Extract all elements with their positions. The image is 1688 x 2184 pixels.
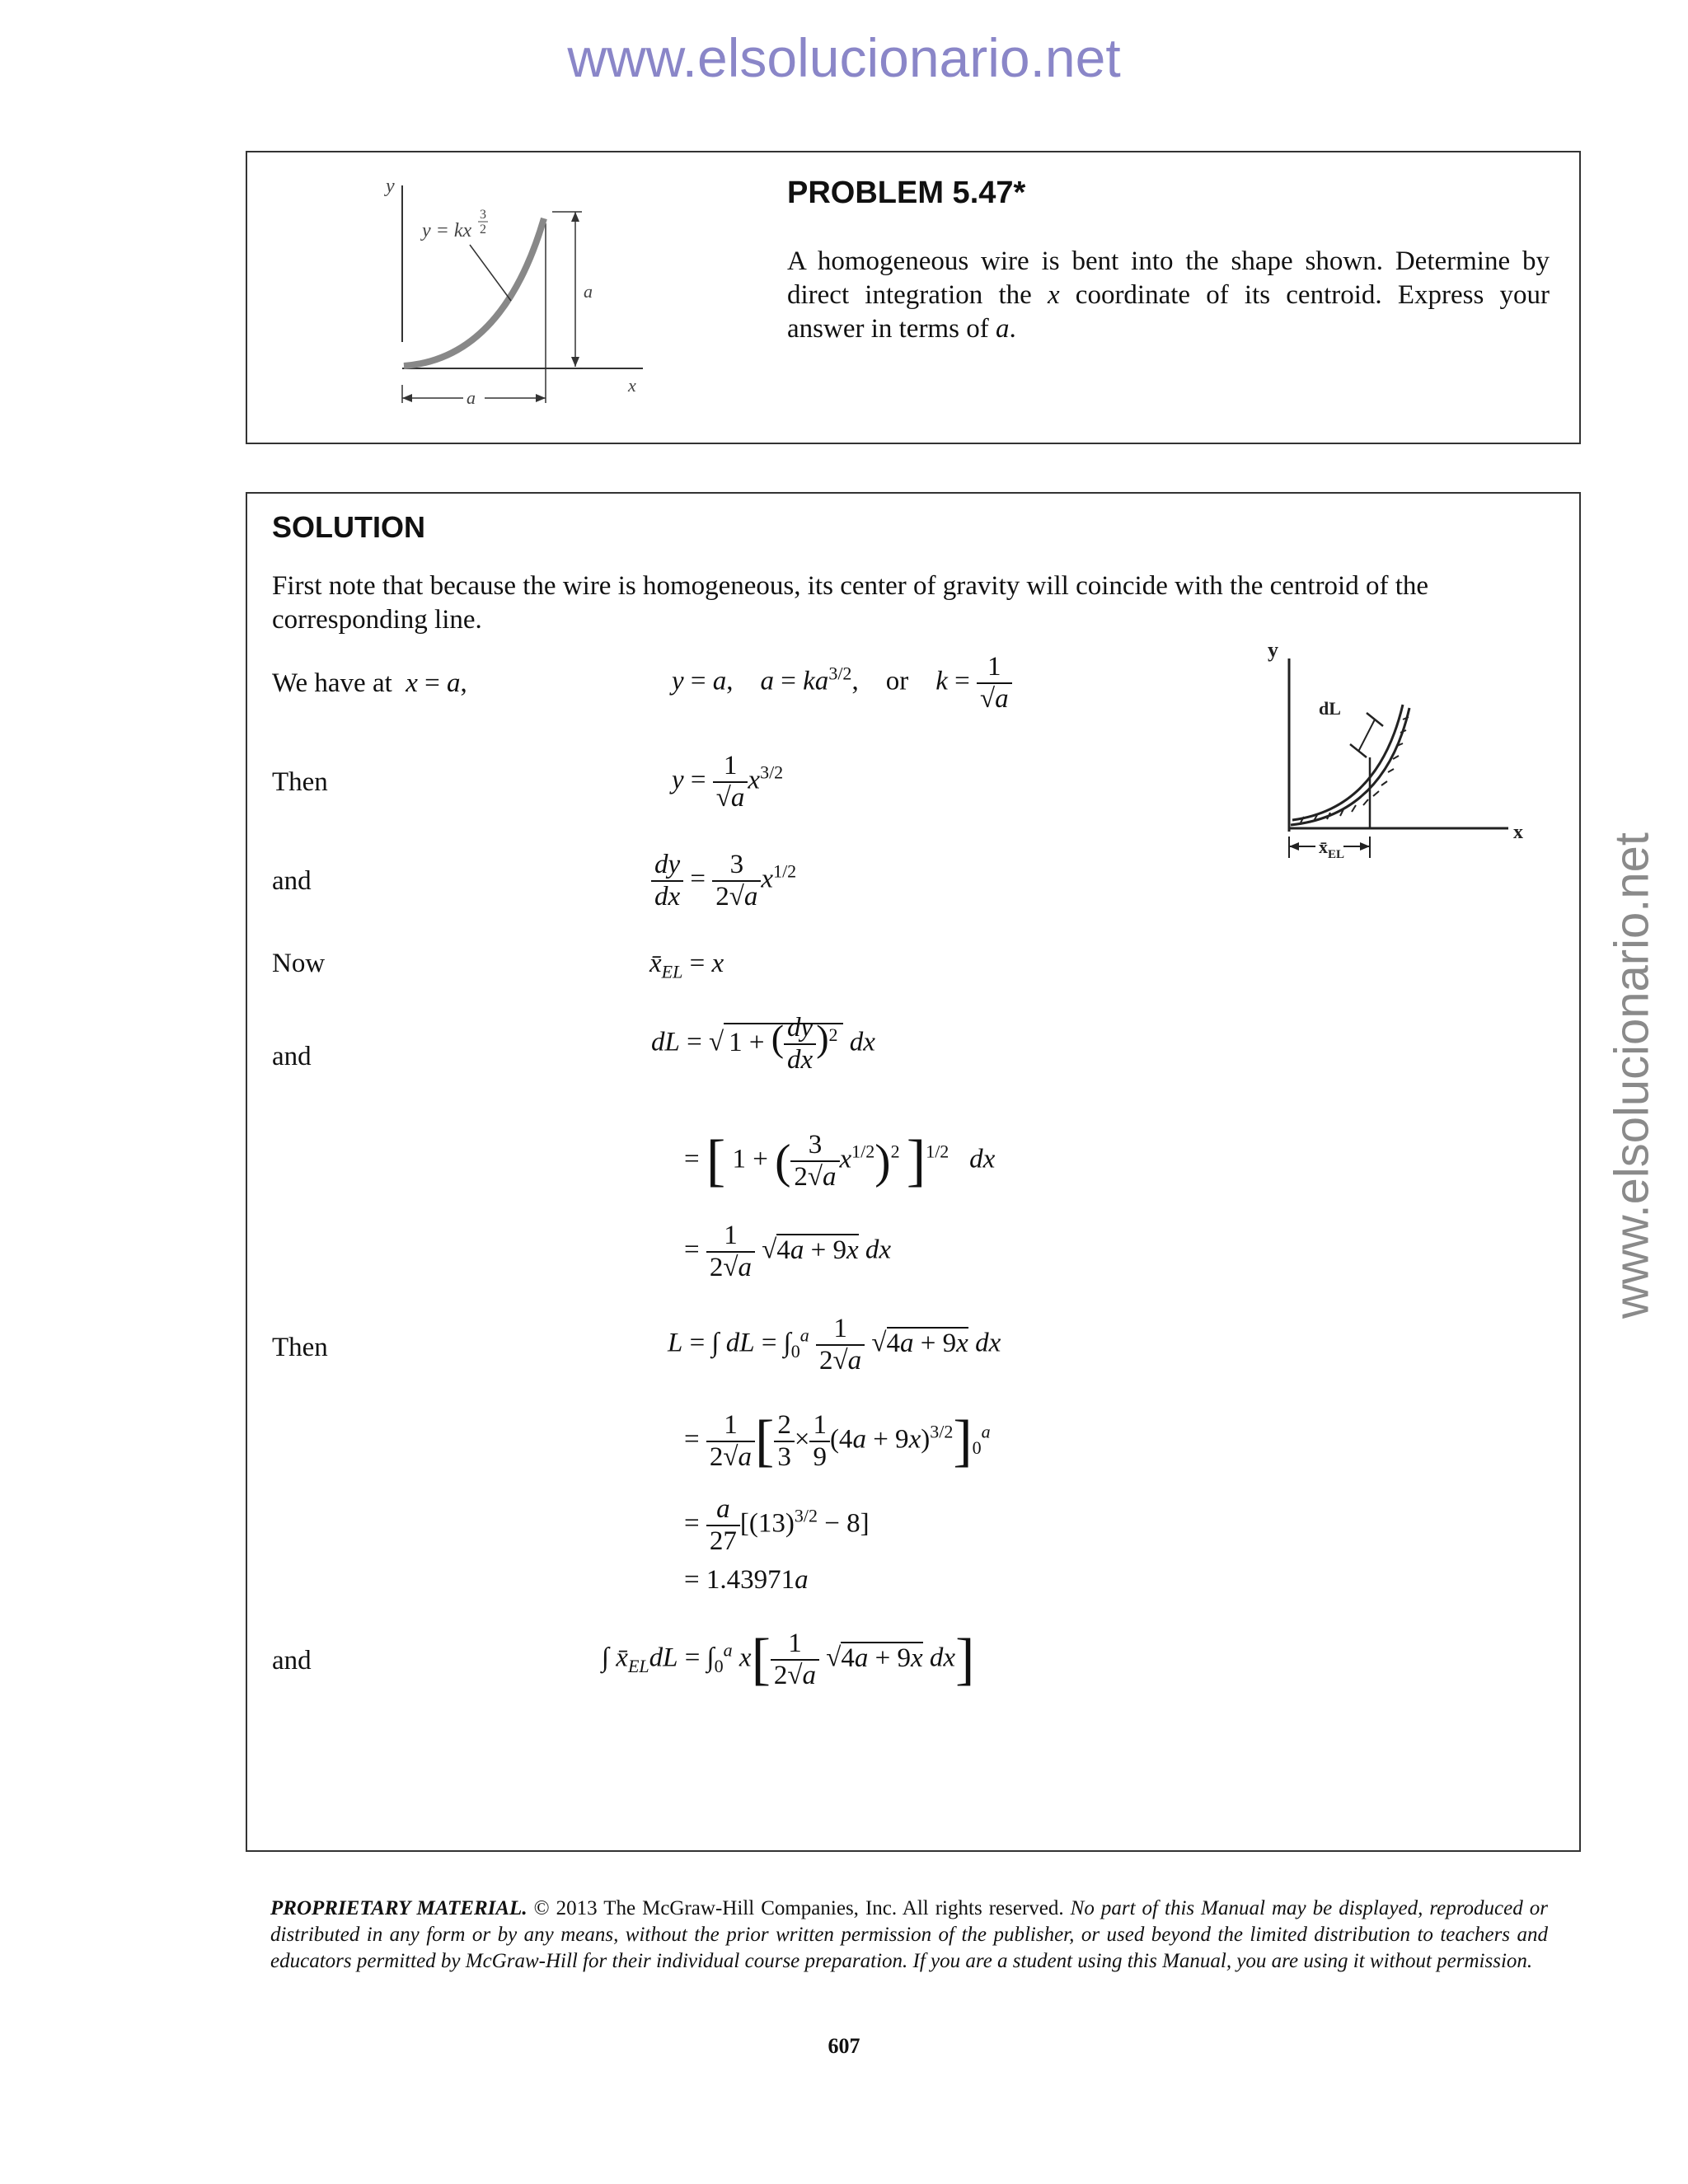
solution-figure — [1261, 634, 1541, 873]
solution-figure-y-label: y — [1268, 638, 1278, 662]
solution-intro: First note that because the wire is homogeneous, its center of gravity will coincide with the centroid of the corresponding line. — [272, 571, 1429, 635]
eq-length-3: = $\frac{a}{27}$ $[(13)^{3/2} - 8]$ — [684, 1494, 870, 1556]
label-then-1: Then — [272, 767, 328, 797]
watermark-side: www.elsolucionario.net — [1605, 832, 1659, 1319]
label-now: Now — [272, 949, 326, 978]
page-number: 607 — [828, 2034, 860, 2058]
problem-figure-height-label: a — [584, 281, 593, 302]
eq-dl: dL = √ 1 + ( $\frac{dy}{dx}$ )$^2$ dx — [651, 1013, 875, 1075]
svg-text:3: 3 — [480, 208, 486, 222]
eq-dl-2: = [ 1 + ( $\frac{3}{2√a}$ $x^{1/2})^2$ ]$^{1/2}$ dx — [684, 1129, 996, 1193]
problem-title: PROBLEM 5.47* — [787, 176, 1026, 210]
footer-notice-text: No part of this Manual may be displayed, reproduced or distributed in any form or by any means, without the prior written permission of the publisher, or used beyond the limited distribution to teachers and educators permitted by McGraw-Hill for their individual course preparation. If you are a student using this Manual, you are using it without permission. — [270, 1897, 1548, 1972]
eq-y: y = $\frac{1}{√a}$ $x^{3/2}$ — [672, 751, 784, 813]
label-and-1: and — [272, 866, 312, 896]
eq-dydx: $\frac{dy}{dx}$ = $\frac{3}{2√a}$ $x^{1/2}$ — [651, 850, 796, 912]
solution-box — [246, 492, 1581, 1852]
eq-length-result: = 1.43971a — [684, 1565, 809, 1595]
eq-dl-3: = $\frac{1}{2√a}$ √4a + 9x dx — [684, 1221, 892, 1282]
footer-lead: PROPRIETARY MATERIAL. — [270, 1897, 528, 1919]
footer-copyright: © 2013 The McGraw-Hill Companies, Inc. All rights reserved. — [533, 1897, 1064, 1919]
problem-figure-width-label: a — [467, 387, 476, 408]
eq-xel: $x̄_{EL} = x$ — [649, 949, 724, 982]
solution-figure-x-label: x — [1513, 822, 1523, 843]
problem-figure-curve-label: y = kx — [422, 220, 472, 241]
label-then-2: Then — [272, 1333, 328, 1362]
label-we-have: We have at x = a, — [272, 668, 467, 698]
problem-figure — [363, 169, 676, 416]
problem-figure-y-label: y — [386, 176, 395, 197]
label-and-2: and — [272, 1042, 312, 1071]
solution-title: SOLUTION — [272, 510, 425, 544]
watermark-top: www.elsolucionario.net — [567, 27, 1121, 88]
label-and-3: and — [272, 1646, 312, 1675]
footer-notice — [270, 1896, 1548, 1975]
eq-moment: ∫ $x̄_{EL}dL = \int_0^a$ x[ $\frac{1}{2√a}$ √4a + 9x dx] — [602, 1628, 975, 1691]
solution-figure-dl-label: dL — [1319, 698, 1341, 719]
svg-text:2: 2 — [480, 223, 486, 237]
solution-figure-xel-label: $x̄_{EL}$ — [1319, 837, 1345, 861]
eq-length: L = ∫ dL = $\int_0^a$ $\frac{1}{2√a}$ √4a + 9x dx — [668, 1314, 1001, 1376]
eq-k: y = a, $a = ka^{3/2}$, or k = $\frac{1}{√a}$ — [672, 652, 1012, 715]
problem-figure-x-label: x — [628, 375, 636, 396]
problem-box — [246, 151, 1581, 444]
eq-length-2: = $\frac{1}{2√a}$ [ $\frac{2}{3}$ × $\frac{1}{9}$ $(4a + 9x)^{3/2}]_0^a$ — [684, 1409, 991, 1473]
problem-statement: A homogeneous wire is bent into the shape shown. Determine by direct integration the x coordinate of its centroid. Express your answer in terms of a. — [787, 246, 1550, 344]
